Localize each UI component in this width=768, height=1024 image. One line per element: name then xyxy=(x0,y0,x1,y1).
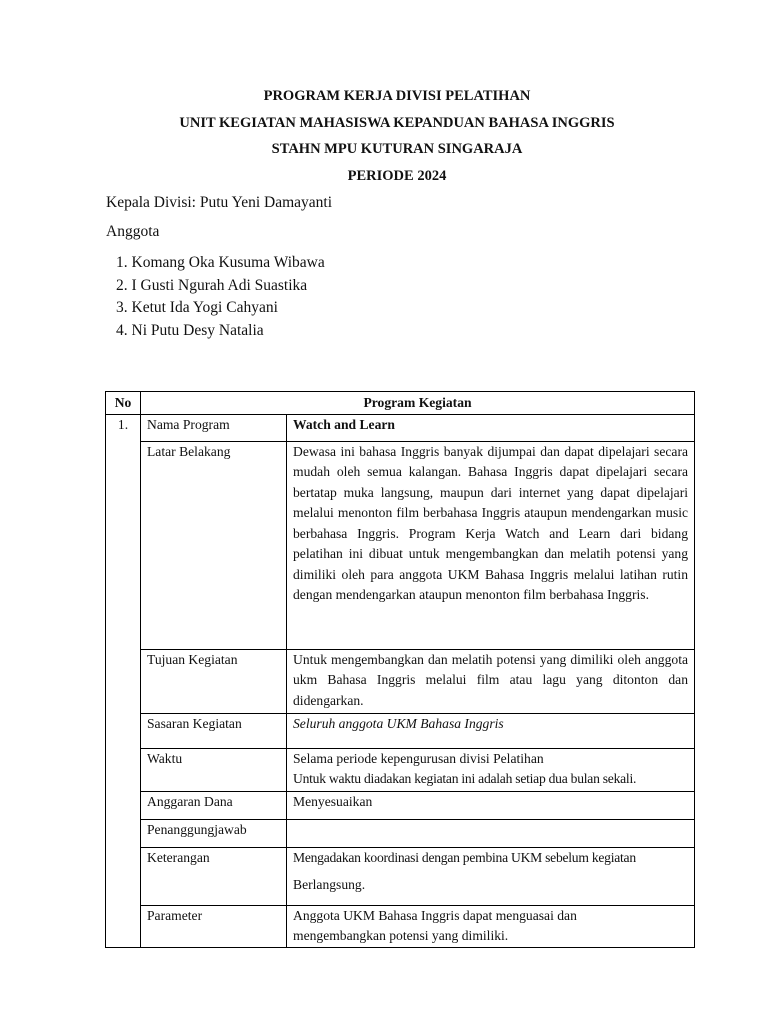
list-item: 3. Ketut Ida Yogi Cahyani xyxy=(116,299,278,316)
title-line-3: STAHN MPU KUTURAN SINGARAJA xyxy=(271,141,523,157)
row-label: Parameter xyxy=(141,905,287,947)
table-row xyxy=(106,847,695,905)
table-row xyxy=(106,441,695,649)
list-item: 2. I Gusti Ngurah Adi Suastika xyxy=(116,276,308,294)
background-text: Dewasa ini bahasa Inggris banyak dijumpai dan dapat dipelajari secara mudah oleh semua kalangan. Bahasa Inggris dapat dipelajari secara bertatap muka langsung, maupun dari internet yang dapat dipelajari melalui menonton film berbahasa Inggris ataupun mendengarkan music berbahasa Inggris. Program Kerja Watch and Learn dari bidang pelatihan ini dibuat untuk mengembangkan dan melatih potensi yang dimiliki oleh para anggota UKM Bahasa Inggris melalui latihan rutin dengan mendengarkan ataupun menonton film berbahasa Inggris. xyxy=(287,441,695,649)
notes-line-2: Berlangsung. xyxy=(293,877,366,892)
budget-text: Menyesuaikan xyxy=(287,791,695,819)
table-row xyxy=(106,791,695,819)
row-label: Waktu xyxy=(141,748,287,791)
time-line-2: Untuk waktu diadakan kegiatan ini adalah setiap dua bulan sekali. xyxy=(293,771,637,786)
target-text: Seluruh anggota UKM Bahasa Inggris xyxy=(287,713,695,748)
table-row xyxy=(106,713,695,748)
members-label: Anggota xyxy=(106,223,160,240)
parameter-line-1: Anggota UKM Bahasa Inggris dapat menguasai dan xyxy=(293,907,577,923)
parameter-line-2: mengembangkan potensi yang dimiliki. xyxy=(293,928,509,943)
program-number: 1. xyxy=(106,414,141,947)
table-row xyxy=(106,649,695,713)
table-row xyxy=(106,414,695,441)
table-row xyxy=(106,748,695,791)
row-label: Sasaran Kegiatan xyxy=(141,713,287,748)
program-name: Watch and Learn xyxy=(287,414,695,441)
table-row xyxy=(106,905,695,947)
row-label: Latar Belakang xyxy=(141,441,287,649)
division-head: Kepala Divisi: Putu Yeni Damayanti xyxy=(106,194,333,211)
table-row xyxy=(106,819,695,847)
list-item: 4. Ni Putu Desy Natalia xyxy=(116,321,264,339)
notes-text xyxy=(287,847,695,905)
row-label: Penanggungjawab xyxy=(141,819,287,847)
table-header-row xyxy=(106,392,695,415)
objective-text: Untuk mengembangkan dan melatih potensi yang dimiliki oleh anggota ukm Bahasa Inggris melalui film atau lagu yang ditonton dan didengarkan. xyxy=(287,649,695,713)
notes-line-1: Mengadakan koordinasi dengan pembina UKM sebelum kegiatan xyxy=(293,849,636,865)
responsible-text xyxy=(287,819,695,847)
row-label: Keterangan xyxy=(141,847,287,905)
row-label: Tujuan Kegiatan xyxy=(141,649,287,713)
parameter-text xyxy=(287,905,695,947)
time-line-1: Selama periode kepengurusan divisi Pelatihan xyxy=(293,750,544,766)
member-list xyxy=(116,252,325,342)
title-line-4: PERIODE 2024 xyxy=(347,168,447,184)
row-label: Anggaran Dana xyxy=(141,791,287,819)
column-header-program: Program Kegiatan xyxy=(141,392,695,415)
title-line-2: UNIT KEGIATAN MAHASISWA KEPANDUAN BAHASA INGGRIS xyxy=(179,115,615,131)
time-text xyxy=(287,748,695,791)
column-header-no: No xyxy=(106,392,141,415)
title-line-1: PROGRAM KERJA DIVISI PELATIHAN xyxy=(263,88,531,104)
program-table xyxy=(105,391,695,948)
row-label: Nama Program xyxy=(141,414,287,441)
list-item: 1. Komang Oka Kusuma Wibawa xyxy=(116,254,325,271)
